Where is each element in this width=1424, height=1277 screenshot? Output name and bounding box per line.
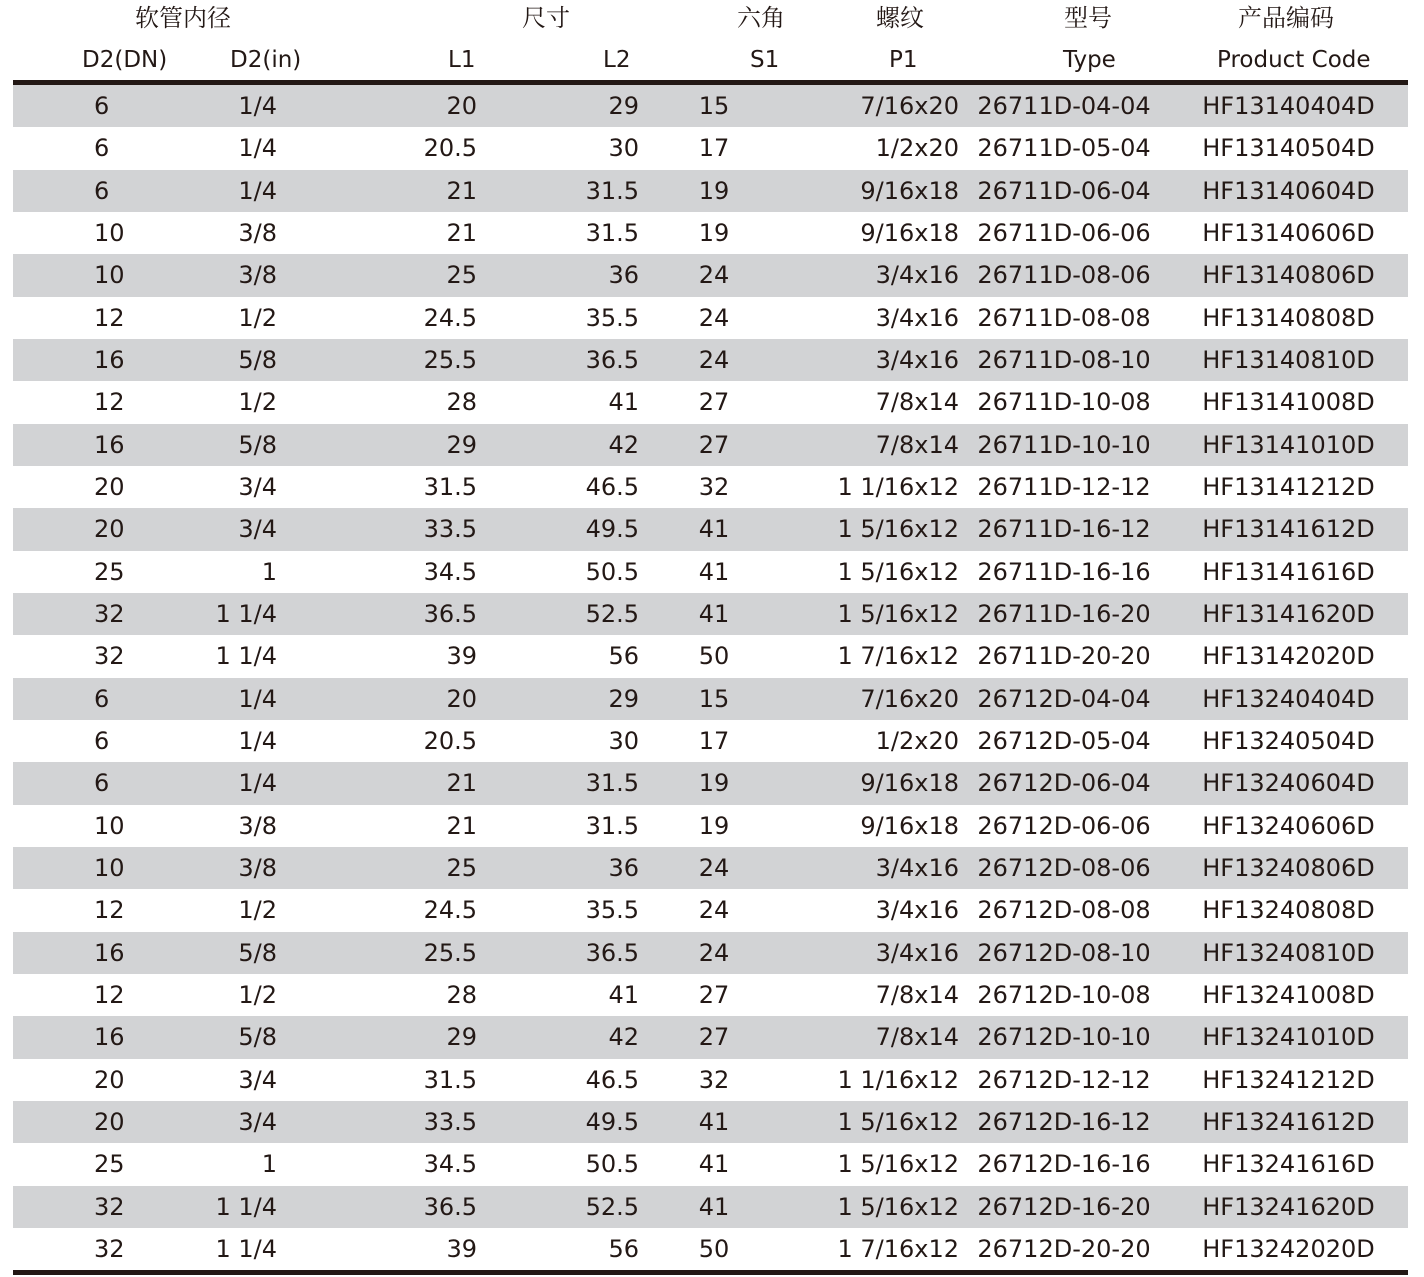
cell-l1: 29 xyxy=(277,424,477,466)
cell-s1: 41 xyxy=(639,1143,789,1185)
cell-s1: 41 xyxy=(639,508,789,550)
cell-d2-in: 1 1/4 xyxy=(163,1186,277,1228)
cell-d2-dn: 32 xyxy=(13,635,163,677)
cell-d2-dn: 6 xyxy=(13,762,163,804)
cell-product-code: HF13241008D xyxy=(1169,974,1408,1016)
cell-d2-in: 1/2 xyxy=(163,974,277,1016)
cell-l1: 25.5 xyxy=(277,339,477,381)
cell-l1: 21 xyxy=(277,805,477,847)
cell-d2-dn: 12 xyxy=(13,381,163,423)
cell-p1: 1 5/16x12 xyxy=(789,1143,959,1185)
cell-d2-dn: 6 xyxy=(13,678,163,720)
cell-product-code: HF13241010D xyxy=(1169,1016,1408,1058)
header-hose-inner-diameter: 软管内径 xyxy=(135,4,231,32)
cell-l2: 36 xyxy=(477,254,639,296)
cell-d2-dn: 16 xyxy=(13,932,163,974)
cell-d2-dn: 10 xyxy=(13,805,163,847)
cell-l2: 46.5 xyxy=(477,466,639,508)
cell-l2: 41 xyxy=(477,974,639,1016)
bottom-rule xyxy=(13,1270,1408,1275)
cell-s1: 50 xyxy=(639,635,789,677)
cell-l2: 31.5 xyxy=(477,212,639,254)
cell-d2-in: 3/4 xyxy=(163,508,277,550)
cell-l1: 31.5 xyxy=(277,466,477,508)
cell-type: 26712D-05-04 xyxy=(959,720,1169,762)
table-row xyxy=(13,974,1408,1016)
cell-type: 26711D-10-08 xyxy=(959,381,1169,423)
cell-s1: 27 xyxy=(639,381,789,423)
cell-p1: 1 1/16x12 xyxy=(789,466,959,508)
cell-s1: 24 xyxy=(639,297,789,339)
cell-type: 26712D-16-12 xyxy=(959,1101,1169,1143)
table-row xyxy=(13,339,1408,381)
cell-p1: 7/8x14 xyxy=(789,424,959,466)
cell-d2-in: 1/4 xyxy=(163,170,277,212)
cell-d2-dn: 6 xyxy=(13,720,163,762)
cell-l1: 29 xyxy=(277,1016,477,1058)
cell-type: 26711D-20-20 xyxy=(959,635,1169,677)
cell-l2: 52.5 xyxy=(477,1186,639,1228)
cell-type: 26712D-12-12 xyxy=(959,1059,1169,1101)
cell-p1: 1 7/16x12 xyxy=(789,635,959,677)
table-row xyxy=(13,593,1408,635)
table-row xyxy=(13,847,1408,889)
cell-p1: 9/16x18 xyxy=(789,212,959,254)
cell-d2-dn: 10 xyxy=(13,254,163,296)
table-row xyxy=(13,805,1408,847)
cell-type: 26712D-06-04 xyxy=(959,762,1169,804)
cell-d2-dn: 20 xyxy=(13,508,163,550)
cell-type: 26712D-10-10 xyxy=(959,1016,1169,1058)
table-row xyxy=(13,1186,1408,1228)
cell-l1: 25.5 xyxy=(277,932,477,974)
table-row xyxy=(13,762,1408,804)
cell-d2-dn: 25 xyxy=(13,1143,163,1185)
header-dimension: 尺寸 xyxy=(522,4,570,32)
cell-p1: 1 5/16x12 xyxy=(789,1186,959,1228)
cell-d2-in: 5/8 xyxy=(163,1016,277,1058)
table-row xyxy=(13,1228,1408,1270)
cell-s1: 27 xyxy=(639,424,789,466)
table-row xyxy=(13,381,1408,423)
cell-d2-dn: 32 xyxy=(13,1186,163,1228)
cell-l2: 49.5 xyxy=(477,508,639,550)
cell-l1: 39 xyxy=(277,1228,477,1270)
cell-type: 26712D-04-04 xyxy=(959,678,1169,720)
cell-product-code: HF13240404D xyxy=(1169,678,1408,720)
cell-p1: 1 5/16x12 xyxy=(789,1101,959,1143)
cell-type: 26711D-08-10 xyxy=(959,339,1169,381)
table-row xyxy=(13,1059,1408,1101)
cell-product-code: HF13240810D xyxy=(1169,932,1408,974)
cell-p1: 7/8x14 xyxy=(789,974,959,1016)
cell-type: 26711D-10-10 xyxy=(959,424,1169,466)
table-row xyxy=(13,170,1408,212)
cell-d2-dn: 16 xyxy=(13,339,163,381)
table-row xyxy=(13,678,1408,720)
spec-table xyxy=(13,85,1408,1270)
header-p1: P1 xyxy=(889,47,918,73)
cell-l2: 46.5 xyxy=(477,1059,639,1101)
cell-d2-in: 1/4 xyxy=(163,85,277,127)
cell-p1: 3/4x16 xyxy=(789,889,959,931)
cell-p1: 7/8x14 xyxy=(789,1016,959,1058)
cell-product-code: HF13140810D xyxy=(1169,339,1408,381)
cell-l2: 30 xyxy=(477,720,639,762)
cell-product-code: HF13241212D xyxy=(1169,1059,1408,1101)
cell-s1: 17 xyxy=(639,127,789,169)
table-row xyxy=(13,254,1408,296)
cell-product-code: HF13141620D xyxy=(1169,593,1408,635)
cell-l2: 50.5 xyxy=(477,1143,639,1185)
cell-d2-in: 1 1/4 xyxy=(163,635,277,677)
cell-type: 26711D-06-04 xyxy=(959,170,1169,212)
cell-product-code: HF13241620D xyxy=(1169,1186,1408,1228)
table-row xyxy=(13,297,1408,339)
cell-d2-in: 1 1/4 xyxy=(163,593,277,635)
cell-product-code: HF13141010D xyxy=(1169,424,1408,466)
cell-d2-in: 1/4 xyxy=(163,720,277,762)
cell-product-code: HF13140808D xyxy=(1169,297,1408,339)
cell-d2-in: 5/8 xyxy=(163,424,277,466)
cell-d2-in: 3/4 xyxy=(163,1059,277,1101)
cell-product-code: HF13141616D xyxy=(1169,551,1408,593)
header-l2: L2 xyxy=(603,47,631,73)
table-row xyxy=(13,1143,1408,1185)
cell-type: 26711D-05-04 xyxy=(959,127,1169,169)
cell-d2-in: 1/2 xyxy=(163,381,277,423)
header-product-code: Product Code xyxy=(1217,47,1371,73)
cell-d2-dn: 6 xyxy=(13,85,163,127)
cell-s1: 24 xyxy=(639,932,789,974)
cell-l1: 20 xyxy=(277,678,477,720)
cell-product-code: HF13140806D xyxy=(1169,254,1408,296)
cell-l2: 42 xyxy=(477,1016,639,1058)
cell-s1: 24 xyxy=(639,889,789,931)
cell-l2: 56 xyxy=(477,635,639,677)
cell-l1: 21 xyxy=(277,212,477,254)
cell-l2: 56 xyxy=(477,1228,639,1270)
cell-l2: 42 xyxy=(477,424,639,466)
cell-d2-dn: 10 xyxy=(13,212,163,254)
cell-d2-in: 1/2 xyxy=(163,297,277,339)
cell-p1: 1 5/16x12 xyxy=(789,508,959,550)
cell-d2-dn: 16 xyxy=(13,424,163,466)
cell-l1: 33.5 xyxy=(277,508,477,550)
table-row xyxy=(13,932,1408,974)
cell-l1: 24.5 xyxy=(277,889,477,931)
table-row xyxy=(13,1101,1408,1143)
cell-type: 26712D-16-16 xyxy=(959,1143,1169,1185)
cell-p1: 1/2x20 xyxy=(789,720,959,762)
cell-p1: 1 5/16x12 xyxy=(789,593,959,635)
cell-d2-in: 1 1/4 xyxy=(163,1228,277,1270)
table-body xyxy=(13,85,1408,1270)
table-row xyxy=(13,551,1408,593)
cell-product-code: HF13242020D xyxy=(1169,1228,1408,1270)
cell-l1: 21 xyxy=(277,762,477,804)
cell-l2: 35.5 xyxy=(477,297,639,339)
cell-p1: 3/4x16 xyxy=(789,339,959,381)
table-row xyxy=(13,85,1408,127)
cell-product-code: HF13141212D xyxy=(1169,466,1408,508)
cell-product-code: HF13140504D xyxy=(1169,127,1408,169)
cell-d2-in: 3/4 xyxy=(163,1101,277,1143)
spec-table-wrapper xyxy=(13,0,1408,1275)
table-row xyxy=(13,424,1408,466)
cell-d2-dn: 12 xyxy=(13,297,163,339)
header-type: Type xyxy=(1063,47,1116,73)
cell-p1: 9/16x18 xyxy=(789,762,959,804)
header-d2-dn: D2(DN) xyxy=(82,47,168,73)
cell-product-code: HF13141008D xyxy=(1169,381,1408,423)
table-row xyxy=(13,1016,1408,1058)
cell-type: 26711D-08-06 xyxy=(959,254,1169,296)
cell-s1: 15 xyxy=(639,678,789,720)
cell-type: 26712D-16-20 xyxy=(959,1186,1169,1228)
cell-l2: 36 xyxy=(477,847,639,889)
cell-s1: 24 xyxy=(639,847,789,889)
table-row xyxy=(13,889,1408,931)
table-row xyxy=(13,212,1408,254)
cell-l1: 25 xyxy=(277,254,477,296)
cell-p1: 9/16x18 xyxy=(789,805,959,847)
cell-l2: 36.5 xyxy=(477,932,639,974)
cell-d2-in: 5/8 xyxy=(163,339,277,381)
cell-l2: 31.5 xyxy=(477,170,639,212)
cell-l2: 31.5 xyxy=(477,762,639,804)
cell-type: 26712D-08-08 xyxy=(959,889,1169,931)
cell-type: 26712D-08-06 xyxy=(959,847,1169,889)
cell-p1: 3/4x16 xyxy=(789,847,959,889)
cell-type: 26711D-16-20 xyxy=(959,593,1169,635)
cell-d2-in: 3/8 xyxy=(163,212,277,254)
cell-product-code: HF13240604D xyxy=(1169,762,1408,804)
cell-d2-in: 1/4 xyxy=(163,127,277,169)
cell-type: 26711D-06-06 xyxy=(959,212,1169,254)
cell-d2-dn: 20 xyxy=(13,466,163,508)
cell-type: 26712D-10-08 xyxy=(959,974,1169,1016)
cell-d2-dn: 32 xyxy=(13,593,163,635)
cell-product-code: HF13240808D xyxy=(1169,889,1408,931)
cell-product-code: HF13240504D xyxy=(1169,720,1408,762)
cell-s1: 24 xyxy=(639,254,789,296)
cell-type: 26711D-08-08 xyxy=(959,297,1169,339)
cell-l2: 29 xyxy=(477,85,639,127)
cell-product-code: HF13140604D xyxy=(1169,170,1408,212)
cell-s1: 41 xyxy=(639,1186,789,1228)
cell-s1: 19 xyxy=(639,762,789,804)
cell-l1: 28 xyxy=(277,974,477,1016)
cell-d2-dn: 20 xyxy=(13,1059,163,1101)
cell-l2: 49.5 xyxy=(477,1101,639,1143)
cell-s1: 15 xyxy=(639,85,789,127)
cell-s1: 41 xyxy=(639,1101,789,1143)
header-d2-in: D2(in) xyxy=(230,47,302,73)
cell-d2-dn: 12 xyxy=(13,889,163,931)
cell-d2-dn: 25 xyxy=(13,551,163,593)
cell-s1: 19 xyxy=(639,170,789,212)
cell-p1: 1/2x20 xyxy=(789,127,959,169)
cell-d2-dn: 6 xyxy=(13,127,163,169)
cell-d2-in: 1 xyxy=(163,551,277,593)
cell-product-code: HF13241612D xyxy=(1169,1101,1408,1143)
cell-l2: 29 xyxy=(477,678,639,720)
cell-d2-in: 1/4 xyxy=(163,678,277,720)
header-thread: 螺纹 xyxy=(876,4,924,32)
cell-p1: 1 1/16x12 xyxy=(789,1059,959,1101)
cell-l2: 41 xyxy=(477,381,639,423)
cell-l1: 28 xyxy=(277,381,477,423)
cell-s1: 27 xyxy=(639,1016,789,1058)
cell-l1: 20.5 xyxy=(277,720,477,762)
cell-type: 26711D-12-12 xyxy=(959,466,1169,508)
cell-s1: 17 xyxy=(639,720,789,762)
cell-d2-dn: 10 xyxy=(13,847,163,889)
cell-product-code: HF13141612D xyxy=(1169,508,1408,550)
cell-type: 26711D-16-16 xyxy=(959,551,1169,593)
cell-s1: 24 xyxy=(639,339,789,381)
cell-product-code: HF13240806D xyxy=(1169,847,1408,889)
cell-p1: 1 7/16x12 xyxy=(789,1228,959,1270)
cell-d2-in: 1/2 xyxy=(163,889,277,931)
cell-d2-dn: 6 xyxy=(13,170,163,212)
cell-d2-in: 1 xyxy=(163,1143,277,1185)
cell-d2-in: 3/4 xyxy=(163,466,277,508)
cell-l1: 36.5 xyxy=(277,1186,477,1228)
table-header xyxy=(13,0,1408,80)
table-row xyxy=(13,508,1408,550)
cell-d2-dn: 16 xyxy=(13,1016,163,1058)
cell-s1: 41 xyxy=(639,551,789,593)
cell-l2: 30 xyxy=(477,127,639,169)
table-row xyxy=(13,720,1408,762)
cell-p1: 1 5/16x12 xyxy=(789,551,959,593)
cell-l2: 52.5 xyxy=(477,593,639,635)
table-row xyxy=(13,635,1408,677)
cell-type: 26711D-04-04 xyxy=(959,85,1169,127)
cell-l2: 36.5 xyxy=(477,339,639,381)
cell-d2-dn: 20 xyxy=(13,1101,163,1143)
cell-s1: 19 xyxy=(639,212,789,254)
cell-type: 26712D-06-06 xyxy=(959,805,1169,847)
header-model: 型号 xyxy=(1064,4,1112,32)
cell-s1: 27 xyxy=(639,974,789,1016)
cell-product-code: HF13140404D xyxy=(1169,85,1408,127)
cell-type: 26712D-20-20 xyxy=(959,1228,1169,1270)
cell-l1: 39 xyxy=(277,635,477,677)
cell-l1: 31.5 xyxy=(277,1059,477,1101)
cell-type: 26711D-16-12 xyxy=(959,508,1169,550)
cell-type: 26712D-08-10 xyxy=(959,932,1169,974)
cell-p1: 3/4x16 xyxy=(789,254,959,296)
cell-d2-in: 5/8 xyxy=(163,932,277,974)
cell-d2-in: 3/8 xyxy=(163,254,277,296)
cell-l2: 31.5 xyxy=(477,805,639,847)
header-s1: S1 xyxy=(750,47,780,73)
cell-product-code: HF13142020D xyxy=(1169,635,1408,677)
cell-d2-in: 3/8 xyxy=(163,847,277,889)
cell-p1: 9/16x18 xyxy=(789,170,959,212)
cell-l1: 21 xyxy=(277,170,477,212)
cell-s1: 41 xyxy=(639,593,789,635)
cell-l1: 36.5 xyxy=(277,593,477,635)
header-product-code-cn: 产品编码 xyxy=(1238,4,1334,32)
cell-l1: 25 xyxy=(277,847,477,889)
cell-l1: 34.5 xyxy=(277,1143,477,1185)
cell-s1: 19 xyxy=(639,805,789,847)
cell-p1: 3/4x16 xyxy=(789,297,959,339)
header-hex: 六角 xyxy=(737,4,785,32)
cell-l1: 24.5 xyxy=(277,297,477,339)
cell-p1: 7/8x14 xyxy=(789,381,959,423)
table-row xyxy=(13,466,1408,508)
cell-p1: 7/16x20 xyxy=(789,85,959,127)
cell-l1: 20 xyxy=(277,85,477,127)
cell-l2: 50.5 xyxy=(477,551,639,593)
cell-product-code: HF13240606D xyxy=(1169,805,1408,847)
cell-d2-dn: 12 xyxy=(13,974,163,1016)
table-row xyxy=(13,127,1408,169)
cell-product-code: HF13140606D xyxy=(1169,212,1408,254)
header-l1: L1 xyxy=(448,47,476,73)
cell-d2-in: 1/4 xyxy=(163,762,277,804)
cell-p1: 3/4x16 xyxy=(789,932,959,974)
cell-s1: 32 xyxy=(639,466,789,508)
cell-l1: 20.5 xyxy=(277,127,477,169)
cell-s1: 50 xyxy=(639,1228,789,1270)
cell-l1: 34.5 xyxy=(277,551,477,593)
cell-d2-dn: 32 xyxy=(13,1228,163,1270)
cell-l2: 35.5 xyxy=(477,889,639,931)
cell-product-code: HF13241616D xyxy=(1169,1143,1408,1185)
cell-d2-in: 3/8 xyxy=(163,805,277,847)
cell-l1: 33.5 xyxy=(277,1101,477,1143)
cell-s1: 32 xyxy=(639,1059,789,1101)
cell-p1: 7/16x20 xyxy=(789,678,959,720)
